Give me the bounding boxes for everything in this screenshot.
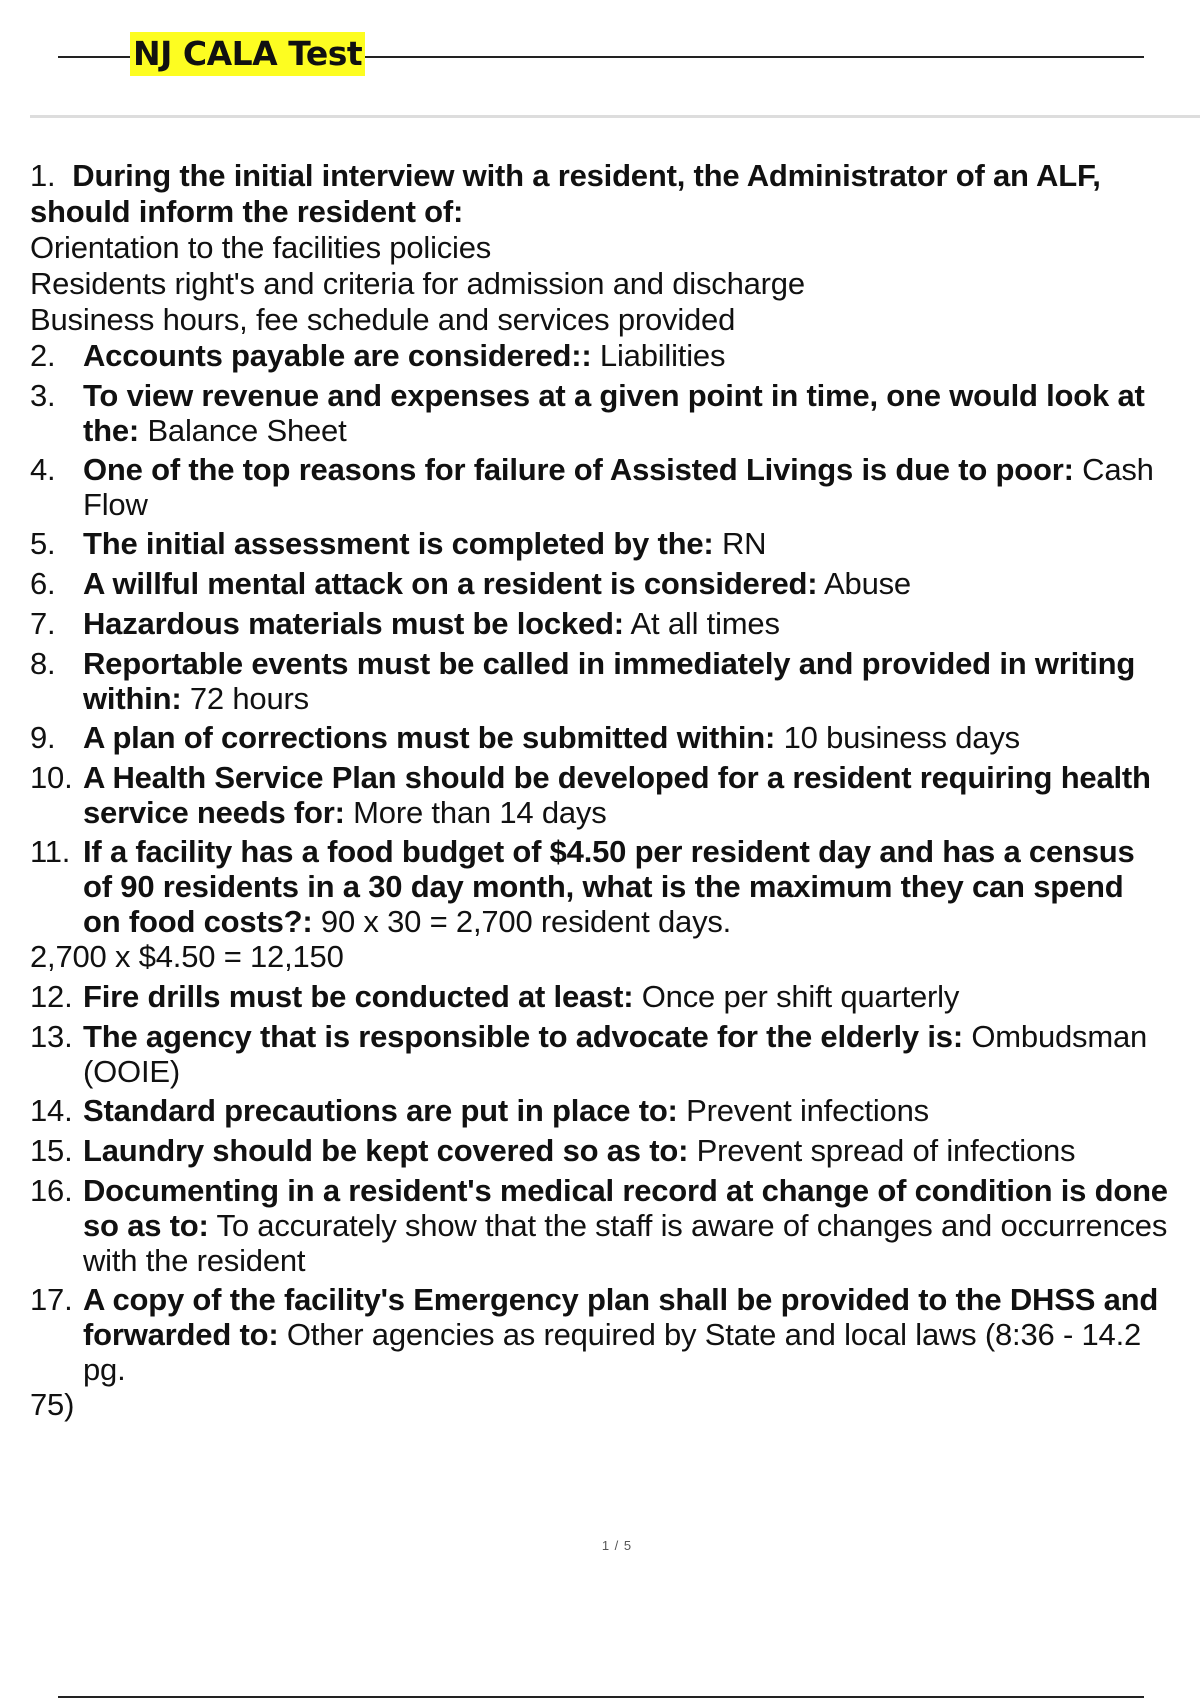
question-5 — [30, 526, 1200, 562]
question-number: 11. — [30, 834, 71, 869]
answer-text: To accurately show that the staff is aware of changes and occurrences — [208, 1208, 1168, 1243]
question-text: Laundry should be kept covered so as to: — [83, 1133, 689, 1168]
question-text: the: — [83, 413, 140, 448]
answer-text: 10 business days — [775, 720, 1020, 755]
question-number: 12. — [30, 979, 73, 1014]
question-1 — [30, 158, 1200, 338]
question-15 — [30, 1133, 1200, 1169]
question-text: To view revenue and expenses at a given point in time, one would look at — [83, 378, 1145, 413]
header-divider — [30, 115, 1200, 118]
question-text: Standard precautions are put in place to: — [83, 1093, 678, 1128]
question-number: 13. — [30, 1019, 73, 1054]
question-text: Documenting in a resident's medical record at change of condition is done — [83, 1173, 1168, 1208]
question-text: The initial assessment is completed by the: — [83, 526, 714, 561]
question-17 — [30, 1282, 1200, 1387]
question-7 — [30, 606, 1200, 642]
question-number: 17. — [30, 1282, 73, 1317]
question-text: A willful mental attack on a resident is considered: — [83, 566, 818, 601]
question-text: within: — [83, 681, 182, 716]
question-number: 14. — [30, 1093, 73, 1128]
question-number: 4. — [30, 452, 56, 487]
answer-text: Other agencies as required by State and local laws (8:36 - 14.2 — [278, 1317, 1142, 1352]
answer-text: 72 hours — [181, 681, 309, 716]
question-3 — [30, 378, 1200, 448]
answer-text: Liabilities — [591, 338, 726, 373]
answer-text: 75) — [30, 1387, 75, 1422]
question-number: 16. — [30, 1173, 73, 1208]
answer-text: Abuse — [817, 566, 911, 601]
answer-text: Orientation to the facilities policies — [30, 230, 492, 265]
answer-text: Residents right's and criteria for admission and discharge — [30, 266, 805, 301]
answer-text: Once per shift quarterly — [633, 979, 960, 1014]
answer-text: RN — [713, 526, 767, 561]
question-number: 6. — [30, 566, 56, 601]
question-text: should inform the resident of: — [30, 194, 464, 229]
answer-text: Prevent infections — [677, 1093, 929, 1128]
question-text: Hazardous materials must be locked: — [83, 606, 624, 641]
question-text: forwarded to: — [83, 1317, 279, 1352]
question-12 — [30, 979, 1200, 1015]
footer-rule — [58, 1696, 1144, 1698]
question-text: Reportable events must be called in immediately and provided in writing — [83, 646, 1136, 681]
answer-text: (OOIE) — [83, 1054, 180, 1089]
question-number: 15. — [30, 1133, 73, 1168]
answer-text: Business hours, fee schedule and services provided — [30, 302, 736, 337]
question-text: of 90 residents in a 30 day month, what is the maximum they can spend — [83, 869, 1124, 904]
question-text: During the initial interview with a resident, the Administrator of an ALF, — [72, 158, 1101, 193]
question-number: 2. — [30, 338, 56, 373]
question-11 — [30, 834, 1200, 939]
answer-text: At all times — [623, 606, 780, 641]
page-number: 1 / 5 — [601, 1538, 633, 1553]
answer-text: Ombudsman — [962, 1019, 1148, 1054]
answer-text: Balance Sheet — [139, 413, 347, 448]
question-text: One of the top reasons for failure of Assisted Livings is due to poor: — [83, 452, 1074, 487]
answer-text: Flow — [83, 487, 148, 522]
question-14 — [30, 1093, 1200, 1129]
question-text: A copy of the facility's Emergency plan shall be provided to the DHSS and — [83, 1282, 1159, 1317]
answer-text: pg. — [83, 1352, 126, 1387]
question-13 — [30, 1019, 1200, 1089]
answer-text: Cash — [1073, 452, 1154, 487]
question-text: A plan of corrections must be submitted within: — [83, 720, 776, 755]
question-number: 7. — [30, 606, 56, 641]
document-body — [30, 158, 1200, 1423]
question-number: 9. — [30, 720, 56, 755]
answer-text: More than 14 days — [344, 795, 607, 830]
question-text: The agency that is responsible to advocate for the elderly is: — [83, 1019, 963, 1054]
question-text: so as to: — [83, 1208, 209, 1243]
question-text: on food costs?: — [83, 904, 313, 939]
answer-text: with the resident — [83, 1243, 306, 1278]
question-number: 3. — [30, 378, 56, 413]
question-number: 8. — [30, 646, 56, 681]
document-title: NJ CALA Test — [130, 32, 365, 76]
question-10 — [30, 760, 1200, 830]
question-number: 5. — [30, 526, 56, 561]
document-title-bar — [58, 32, 1144, 80]
question-text: If a facility has a food budget of $4.50 per resident day and has a census — [83, 834, 1135, 869]
question-text: A Health Service Plan should be developed for a resident requiring health — [83, 760, 1151, 795]
question-6 — [30, 566, 1200, 602]
question-8 — [30, 646, 1200, 716]
question-9 — [30, 720, 1200, 756]
answer-text: 90 x 30 = 2,700 resident days. — [312, 904, 732, 939]
answer-text: Prevent spread of infections — [688, 1133, 1076, 1168]
question-16 — [30, 1173, 1200, 1278]
question-text: Accounts payable are considered:: — [83, 338, 592, 373]
question-number: 1. — [30, 158, 56, 193]
question-text: service needs for: — [83, 795, 345, 830]
question-text: Fire drills must be conducted at least: — [83, 979, 634, 1014]
question-number: 10. — [30, 760, 73, 795]
answer-text: 2,700 x $4.50 = 12,150 — [30, 939, 344, 974]
question-4 — [30, 452, 1200, 522]
question-2 — [30, 338, 1200, 374]
